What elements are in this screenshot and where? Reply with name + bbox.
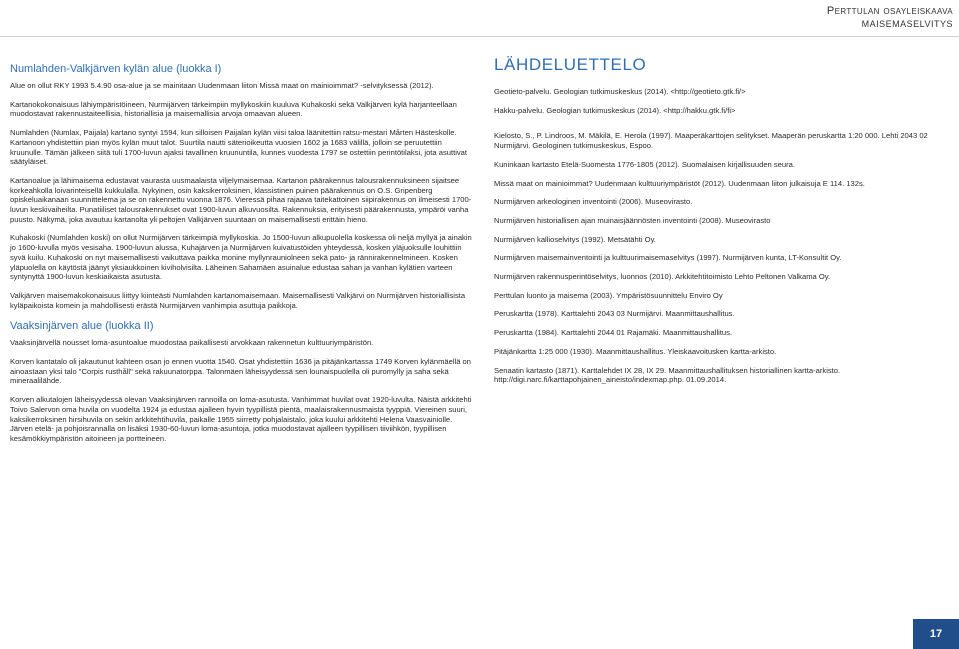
reference-item: Kuninkaan kartasto Etelä-Suomesta 1776-1805 (2012). Suomalaisen kirjallisuuden seura. <box>494 159 795 169</box>
paragraph: Kuhakoski (Numlahden koski) on ollut Nurmijärven tärkeimpiä myllykoskia. Jo 1500-luvun alkupuolella koskessa oli neljä myllyä ja ainakin jo 1600-luvulla myös vesisaha. 1900-luvun alussa, Kuhajärven ja Nurmijärven kuivatustöiden yhteydessä, kosken yläjuoksulle louhittiin syvä kuilu. Kuhakoski on nyt maisemallisesti vaikuttava paikka monine myllynrauniolneen sekä pato- ja rännirakennelmineen. Kosken yläpuolella on käytöstä jäänyt yksiaukkoinen kiviholvisilta. Läheinen Sahamäen asuinalue edustaa sahan ja vanhan kylätien varteen syntynyttä 1900-luvun keskiaikaista asutusta. <box>10 233 472 282</box>
reference-item: Nurmijärven arkeologinen inventointi (2006). Museovirasto. <box>494 197 693 207</box>
section-title-vaaksinjarvi: Vaaksinjärven alue (luokka II) <box>10 320 154 333</box>
header-divider <box>0 36 959 37</box>
reference-item: Perttulan luonto ja maisema (2003). Ympäristösuunnittelu Enviro Oy <box>494 290 723 300</box>
reference-item: Pitäjänkartta 1:25 000 (1930). Maanmittaushallitus. Yleiskaavoitusken kartta-arkisto. <box>494 346 777 356</box>
section-title-numlahti: Numlahden-Valkjärven kylän alue (luokka I) <box>10 63 222 75</box>
paragraph: Korven kantatalo oli jakautunut kahteen osan jo ennen vuotta 1540. Osat yhdistettiin 1636 ja pitäjänkartassa 1749 Korven kylänmäellä on ainoastaan yksi talo "Corpis rusthåll" sekä rakuunatorppa. Talonmäen läheisyydessä sen lounaispuolella oli puromylly ja saha sekä mineraalilähde. <box>10 357 471 386</box>
references-title: LÄHDELUETTELO <box>494 55 647 74</box>
left-column <box>10 62 472 453</box>
reference-item: Peruskartta (1984). Karttalehti 2044 01 Rajamäki. Maanmittaushallitus. <box>494 328 733 338</box>
paragraph: Kartanoalue ja lähimaisema edustavat vaurasta uusmaalaista viljelymaisemaa. Kartanon päärakennus talousrakennuksineen sijaitsee korkeahkolla loivarinteisellä kukkulalla. Nykyinen, osin kaksikerroksinen, klassistinen puinen päärakennus on O.S. Gripenberg opiskeluaikanaan suunnittelema ja se on rakennettu vuonna 1876. Vieressä pihaa rajaava taitekattoinen siipirakennus on ilmeisesti 1700-luvun keskivaiheilta. Punatiiliset talousrakennukset ovat 1900-luvun alkuvuosilta. Rakennuksia, erityisesti päärakennusta, ympäröi vanha puusto. Näkymä, joka avautuu kartanolta yli peltojen Valkjärven suuntaan on maisemallisesti erittäin hieno. <box>10 175 472 224</box>
page-number: 17 <box>929 628 943 640</box>
reference-item: Nurmijärven maisemainventointi ja kulttuurimaisemaselvitys (1997). Nurmijärven kunta, LT-Konsultit Oy. <box>494 253 842 263</box>
reference-item: Missä maat on mainioimmat? Uudenmaan kulttuuriympäristöt (2012). Uudenmaan liiton julkaisuja E 114. 132s. <box>494 178 865 188</box>
header-document-subtitle: MAISEMASELVITYS <box>861 19 953 29</box>
paragraph: Alue on ollut RKY 1993 5.4.90 osa-alue ja se mainitaan Uudenmaan liiton Missä maat on mainioimmat? -selvityksessä (2012). <box>10 81 434 90</box>
reference-item: Nurmijärven kallioselvitys (1992). Metsätähti Oy. <box>494 234 656 244</box>
paragraph: Korven alkutalojen läheisyydessä olevan Vaaksinjärven rannoilla on loma-asutusta. Vanhimmat huvilat ovat 1920-luvulta. Näistä arkkitehti Toivo Salervon oma huvila on vuodelta 1924 ja edustaa ajalleen hyvin tyypillistä pientä, maalaisrakennusmaista tyyppiä. Viereinen suuri, kaksikerroksinen hirsihuvila on sekin arkkitehtihuvila, paikalle 1955 siirretty pohjalaistalo, joka kuului arkkitehti Helena Vaasvainiolle. Järven etelä- ja pohjoisrannalla on lisäksi 1930-60-luvun loma-asuntoja, jotka muodostavat ajalleen tyypillisen tiiviihkön, tyypillisen kesämökkiympäristön aitoineen ja portteineen. <box>10 395 472 443</box>
paragraph: Numlahden (Numlax, Paijala) kartano syntyi 1594, kun silloisen Paijalan kylän viisi taloa läänitettiin ratsu-mestari Mårten Hästeskolle. Kartanoon yhdistettiin pian myös kylän muut talot. Suurtila nautti säterioikeutta vuosien 1602 ja 1683 välillä, jolloin se peruutettiin kruunulle. Tämän jälkeen siitä tuli 1700-luvun ajaksi tavallinen kruununtila, kunnes vuodesta 1797 se ostettiin perintötilaksi, jota asuttivat säätyläiset. <box>10 128 468 167</box>
reference-item: Nurmijärven historiallisen ajan muinaisjäännösten inventointi (2008). Museovirasto <box>494 215 771 225</box>
right-column <box>494 55 949 394</box>
paragraph: Vaaksinjärvellä nousset loma-asuntoalue muodostaa paikallisesti arvokkaan rakennetun kulttuuriympäristön. <box>10 338 374 348</box>
reference-item: Senaatin kartasto (1871). Karttalehdet IX 28, IX 29. Maanmittaushallituksen historiallinen kartta-arkisto. http://digi.narc.fi/karttapohjainen_aineisto/indexmap.php. 01.09.2014. <box>494 365 841 385</box>
page-header <box>827 4 953 30</box>
reference-item: Geotieto-palvelu. Geologian tutkimuskeskus (2014). <http://geotieto.gtk.fi/> <box>494 87 746 96</box>
reference-item: Kielosto, S., P. Lindroos, M. Mäkilä, E. Herola (1997). Maaperäkarttojen selitykset. Maaperän peruskartta 1:20 000. Lehti 2043 02 Nurmijärvi. Geologinen tutkimuskeskus, Espoo. <box>494 131 928 151</box>
reference-item: Hakku-palvelu. Geologian tutkimuskeskus (2014). <http://hakku.gtk.fi/fi> <box>494 105 736 115</box>
paragraph: Kartanokokonaisuus lähiympäristöineen, Nurmijärven tärkeimpiin myllykoskiin kuuluva Kuhakoski sekä Valkjärven kylä harjanteellaan muodostavat rakennustaiteellisia, historiallisia ja maisemallisia arvoja omaavan alueen. <box>10 99 457 119</box>
header-document-title: Perttulan osayleiskaava <box>826 5 953 17</box>
page-number-badge <box>913 619 959 649</box>
reference-item: Nurmijärven rakennusperintöselvitys, luonnos (2010). Arkkitehtitoimisto Lehto Peltonen Valkama Oy. <box>494 272 831 282</box>
reference-item: Peruskartta (1978). Karttalehti 2043 03 Nurmijärvi. Maanmittaushallitus. <box>494 309 735 319</box>
paragraph: Valkjärven maisemakokonaisuus liittyy kiinteästi Numlahden kartanomaisemaan. Maisemallisesti Valkjärvi on Nurmijärven historiallisista kyläpaikoista komein ja mahdollisesti erästä Nurmijärven vanhimpia asuttuja paikkoja. <box>10 290 466 310</box>
